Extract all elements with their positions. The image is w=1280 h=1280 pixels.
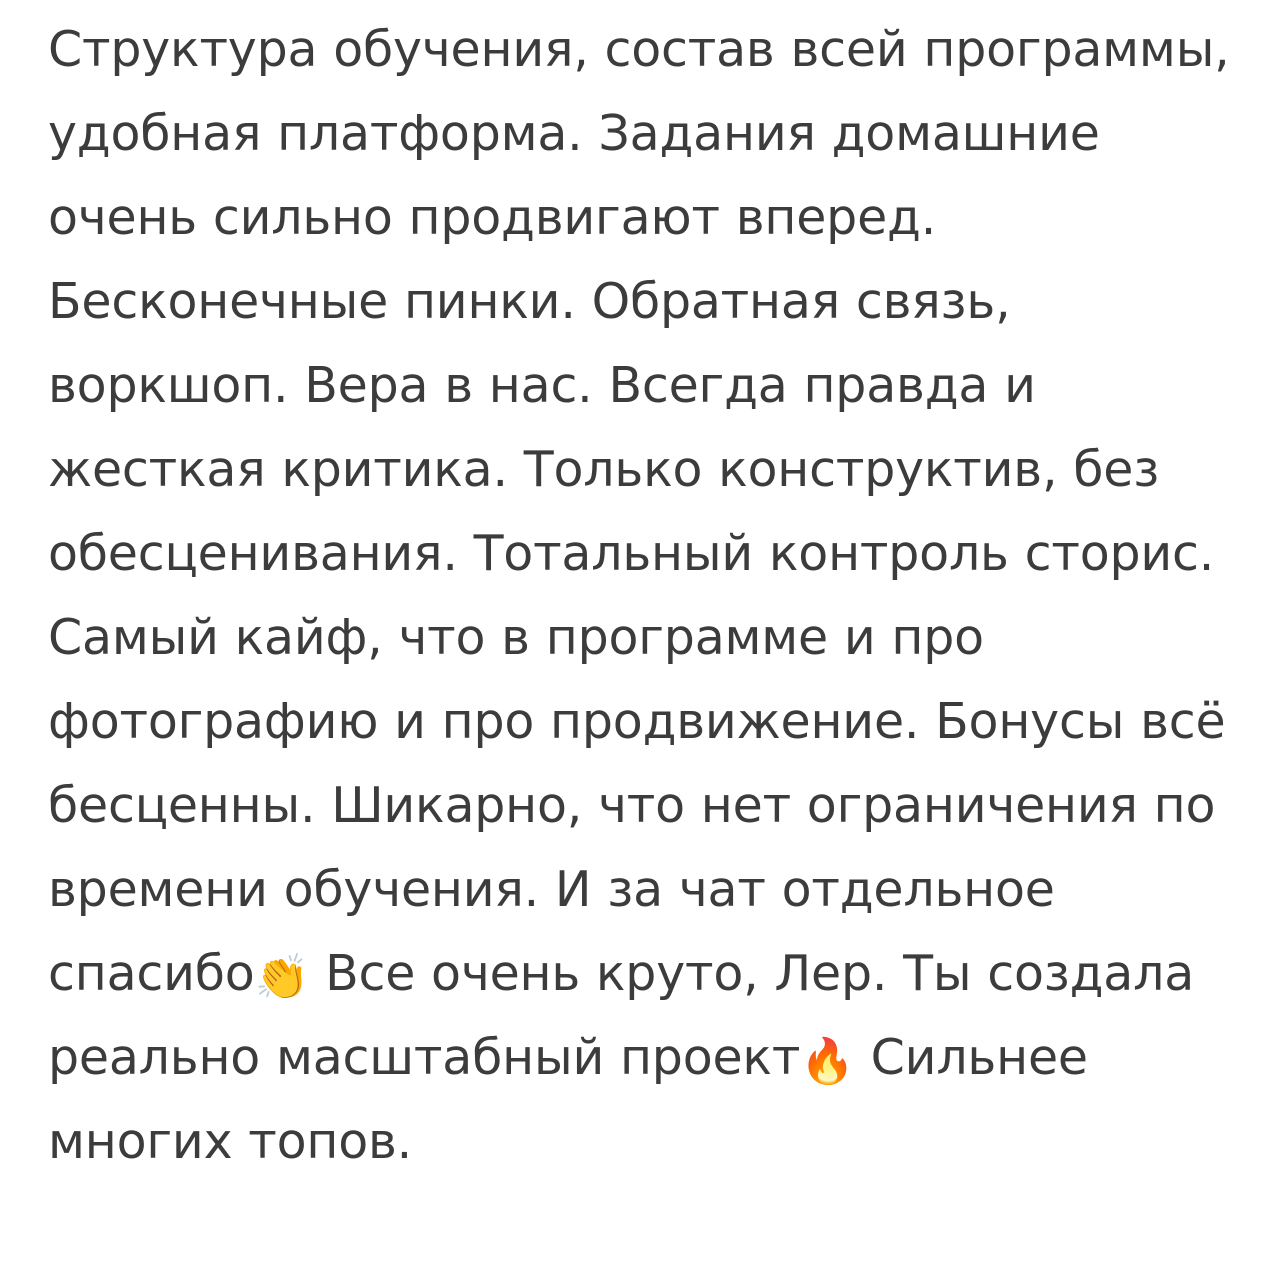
testimonial-body <box>48 8 1246 1184</box>
testimonial-text-part-3: Сильнее многих топов. <box>48 1029 1104 1170</box>
testimonial-text-part-1: Структура обучения, состав всей программы, удобная платформа. Задания домашние очень сильно продвигают вперед. Бесконечные пинки. Обратная связь, воркшоп. Вера в нас. Всегда правда и жесткая критика. Только конструктив, без обесценивания. Тотальный контроль сторис. Самый кайф, что в программе и про фотографию и про продвижение. Бонусы всё бесценны. Шикарно, что нет ограничения по времени обучения. И за чат отдельное спасибо <box>48 21 1246 1002</box>
fire-icon: 🔥 <box>800 1036 855 1087</box>
testimonial-text-part-2: Все очень круто, Лер. Ты создала реально масштабный проект <box>48 945 1210 1086</box>
clapping-hands-icon: 👏 <box>254 952 310 1003</box>
